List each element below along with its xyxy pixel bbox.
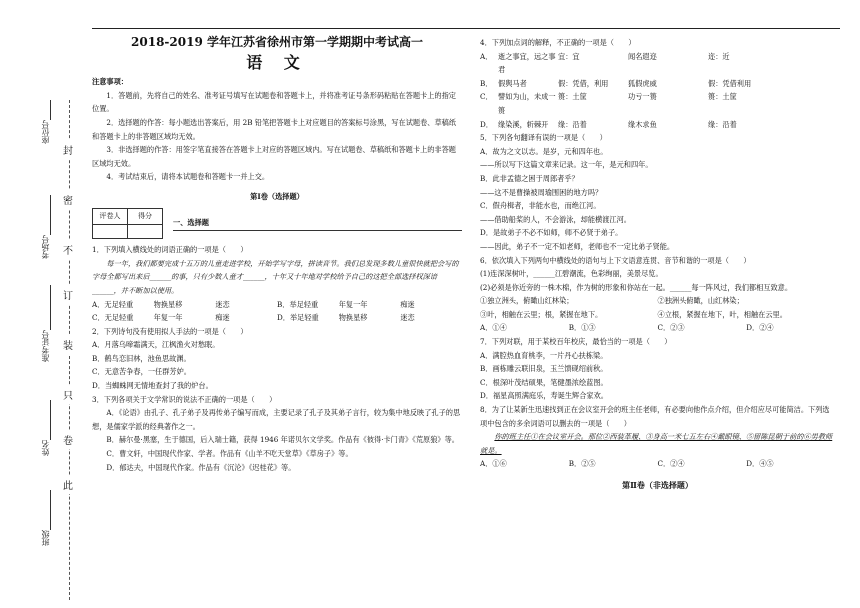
option-phrase: 狐假虎威 bbox=[628, 78, 657, 88]
notice-item: 4．考试结束后，请将本试题卷和答题卡一并上交。 bbox=[106, 172, 270, 182]
score-table bbox=[92, 208, 163, 240]
notice-heading: 注意事项： bbox=[92, 77, 128, 87]
question-6-options bbox=[480, 321, 835, 335]
grader-cell bbox=[93, 225, 128, 239]
option-text: 痴迷 bbox=[215, 313, 230, 323]
question-8-options bbox=[480, 457, 835, 471]
question-3-option: C．曹文轩，中国现代作家、学者。作品有《山羊不吃天堂草》《草房子》等。 bbox=[106, 449, 353, 459]
question-5-line: ——借助船桨的人，不会游泳，却能横渡江河。 bbox=[480, 214, 631, 224]
option-text: B．举足轻重 bbox=[277, 299, 319, 309]
seat-number-line bbox=[50, 100, 51, 120]
option-text: D．④⑤ bbox=[746, 459, 774, 469]
option-letter: A． bbox=[480, 51, 493, 61]
question-4-row bbox=[480, 90, 835, 117]
option-gloss: 宜：宜 bbox=[558, 51, 580, 61]
question-4: 4．下列加点词的解释，不正确的一项是（ ） bbox=[480, 38, 636, 47]
option-gloss: 假：凭借利用 bbox=[708, 78, 752, 88]
notice-item: 3．非选择题的作答：用签字笔直接答在答题卡上对应的答题区域内。写在试题卷、草稿纸和答题卡上的非答题区域均无效。 bbox=[92, 145, 456, 168]
option-text: C．无足轻重 bbox=[92, 313, 134, 323]
question-7-option: A．满腔热血育桃李，一片丹心扶栋梁。 bbox=[480, 350, 608, 360]
question-5-line: A．故为之文以志。是岁，元和四年也。 bbox=[480, 146, 608, 156]
notice-item: 2．选择题的作答：每小题选出答案后，用 2B 铅笔把答题卡上对应题目的答案标号涂黑，写在试题卷、草稿纸和答题卡上的非答题区域均无效。 bbox=[92, 117, 457, 141]
question-1-option-a bbox=[92, 298, 462, 312]
option-text: 物换星移 bbox=[153, 299, 183, 309]
option-phrase: 逝之事宜，远之事君 bbox=[498, 51, 556, 75]
question-1-option-c bbox=[92, 311, 462, 325]
binding-char: 封 bbox=[63, 140, 73, 159]
exam-title: 2018-2019 学年江苏省徐州市第一学期期中考试高一 bbox=[131, 35, 423, 49]
option-text: 迷恋 bbox=[215, 299, 230, 309]
seat-number-label: 座位号 bbox=[41, 120, 50, 144]
question-3-option: A．《论语》由孔子、孔子弟子及再传弟子编写而成，主要记录了孔子及其弟子言行，较为集中地反映了孔子的思想，是儒家学派的经典著作之一。 bbox=[92, 408, 461, 431]
question-6-sentence: (2)必须是你近旁的一株木棉，作为树的形象和你站在一起。______每一阵风过，我们都相互致意。 bbox=[480, 282, 793, 292]
question-6: 6．依次填入下列两句中横线处的语句与上下文语意连贯、音节和谐的一项是（ ） bbox=[480, 255, 751, 265]
question-1-passage: 每一年，我们都要完成十五万的儿童走进学校，开始学写字母，拼读音节。我们总发现多数儿童很快就把会写的字母全都写出来后______的事，只有少数人童才______，十年又十年地对学校给予自己的这把全部选择权深谙______，并不断加以使用。 bbox=[92, 258, 459, 295]
option-text: 年复一年 bbox=[153, 313, 183, 323]
score-box bbox=[92, 208, 462, 240]
admission-number-line bbox=[50, 285, 51, 330]
option-text: D．举足轻重 bbox=[277, 313, 319, 323]
part2-heading: 第Ⅱ卷（非选择题） bbox=[622, 480, 693, 490]
option-text: C．②④ bbox=[657, 459, 685, 469]
score-table-header: 得分 bbox=[128, 208, 163, 225]
option-phrase: 假舆马者 bbox=[498, 78, 527, 88]
option-phrase: 闻名遐迩 bbox=[628, 51, 657, 61]
option-text: B．②⑤ bbox=[568, 459, 596, 469]
question-4-row bbox=[480, 77, 835, 91]
notice-item: 1．答题前，先将自己的姓名、准考证号填写在试题卷和答题卡上，并将准考证号条形码粘贴在答题卡上的指定位置。 bbox=[92, 90, 456, 114]
binding-char: 卷 bbox=[63, 430, 73, 449]
binding-char: 只 bbox=[63, 385, 73, 404]
option-gloss: 迩：近 bbox=[708, 51, 730, 61]
question-2-option: C．无意苦争春，一任群芳妒。 bbox=[92, 367, 191, 377]
question-7-option: D．福星高照满庭乐，寿诞生辉合家欢。 bbox=[480, 391, 608, 401]
question-5-line: ——这不是曹操被周瑜围困的地方吗？ bbox=[480, 187, 603, 197]
binding-char: 订 bbox=[63, 285, 73, 304]
question-5-line: ——所以写下这篇文章来记录。这一年，是元和四年。 bbox=[480, 160, 653, 170]
admission-number-label: 准考证号 bbox=[41, 330, 50, 362]
question-2-option: B．鹤鸟恋旧林，池鱼思故渊。 bbox=[92, 353, 191, 363]
option-text: 迷恋 bbox=[400, 313, 415, 323]
q6-item: ②独洲头俯瞰，山红林染； bbox=[657, 296, 744, 306]
option-letter: B． bbox=[480, 78, 493, 88]
exam-room-line bbox=[50, 195, 51, 235]
option-text: C．②③ bbox=[657, 323, 685, 333]
option-text: 年复一年 bbox=[338, 299, 368, 309]
option-gloss: 篑：土筐 bbox=[558, 92, 587, 102]
question-7-option: B．画栋雕云联旧泉，玉兰馈砚绍前秋。 bbox=[480, 364, 608, 374]
q6-item: ③叶，相触在云里；根，紧握在地下。 bbox=[480, 309, 603, 319]
binding-strip bbox=[14, 100, 84, 600]
question-3-option: B．赫尔曼·黑塞，生于德国，后入瑞士籍，获得 1946 年诺贝尔文学奖。作品有《彼得·卡门青》《荒原狼》等。 bbox=[106, 435, 459, 445]
question-7: 7．下列对联，用于某校百年校庆，最恰当的一项是（ ） bbox=[480, 337, 672, 347]
question-8: 8．为了让某新生迅速找到正在会议室开会的班主任老师，有必要向他作点介绍，但介绍应尽可能简洁。下列选项中包含的多余词语可以删去的一项是（ ） bbox=[480, 405, 830, 428]
option-text: A．无足轻重 bbox=[92, 299, 134, 309]
question-6-sentence: (1)连深深树叶，______江碧潮流，色彩绚丽，美景尽览。 bbox=[480, 269, 663, 279]
question-5-line: ——因此，弟子不一定不如老师，老师也不一定比弟子贤能。 bbox=[480, 241, 675, 251]
option-letter: C． bbox=[480, 92, 493, 102]
option-phrase: 功亏一篑 bbox=[628, 92, 657, 102]
part1-heading: 第Ⅰ卷（选择题） bbox=[250, 191, 304, 201]
question-4-row bbox=[480, 118, 835, 132]
question-3: 3．下列各项关于文学常识的说法不正确的一项是（ ） bbox=[92, 394, 277, 404]
option-gloss: 假：凭借，利用 bbox=[558, 78, 609, 88]
option-gloss: 缘：沿着 bbox=[558, 119, 587, 129]
q6-item: ①独立洲头，俯瞰山红林染； bbox=[480, 296, 574, 306]
question-1: 1．下列填入横线处的词语正确的一项是（ ） bbox=[92, 245, 248, 255]
question-2: 2．下列诗句没有使用拟人手法的一项是（ ） bbox=[92, 326, 248, 336]
question-8-passage: 你的班主任①在会议室开会。那位②西装革履、③身高一米七五左右④戴眼镜、⑤留陈昆朝于前的⑥男教师就是。 bbox=[480, 432, 833, 455]
left-column bbox=[92, 8, 462, 474]
option-text: 物换星移 bbox=[338, 313, 368, 323]
option-gloss: 缘：沿着 bbox=[708, 119, 737, 129]
q6-item: ④立根，紧握在地下，叶，相触在云里。 bbox=[657, 309, 787, 319]
option-phrase: 譬如为山，未成一篑 bbox=[498, 92, 556, 115]
option-phrase: 缘染溪，斩棘开 bbox=[498, 119, 549, 129]
score-cell bbox=[128, 225, 163, 239]
question-6-items bbox=[480, 308, 835, 322]
question-2-option: D．当蜘蛛网无情地查封了我的炉台。 bbox=[92, 381, 213, 391]
question-5: 5．下列各句翻译有误的一项是（ ） bbox=[480, 133, 607, 143]
name-line bbox=[50, 400, 51, 440]
question-4-row bbox=[480, 50, 835, 77]
exam-room-label: 考场号 bbox=[41, 235, 50, 259]
question-2-option: A．月落乌啼霜满天，江枫渔火对愁眠。 bbox=[92, 340, 220, 350]
right-column bbox=[480, 8, 835, 493]
option-text: 痴迷 bbox=[400, 299, 415, 309]
option-letter: D． bbox=[480, 119, 493, 129]
class-line bbox=[50, 490, 51, 530]
option-text: A．①④ bbox=[480, 323, 507, 333]
option-text: A．①⑥ bbox=[480, 459, 507, 469]
question-5-line: B．此非孟德之困于周郎者乎？ bbox=[480, 173, 579, 183]
question-6-items bbox=[480, 294, 835, 308]
subject-title: 语 文 bbox=[246, 52, 308, 72]
question-5-line: D．是故弟子不必不如师，师不必贤于弟子。 bbox=[480, 228, 623, 238]
question-5-line: C．假舟楫者，非能水也，而绝江河。 bbox=[480, 201, 601, 211]
option-text: B．①③ bbox=[568, 323, 596, 333]
option-phrase: 缘木求鱼 bbox=[628, 119, 657, 129]
binding-char: 装 bbox=[63, 335, 73, 354]
question-7-option: C．根深叶茂结硕果，笔健墨浓绘蓝图。 bbox=[480, 377, 608, 387]
score-table-header: 评卷人 bbox=[93, 208, 128, 225]
class-label: 班级 bbox=[41, 530, 50, 546]
question-3-option: D．郁达夫，中国现代作家。作品有《沉沦》《迟桂花》等。 bbox=[106, 462, 296, 472]
section1-heading: 一、选择题 bbox=[173, 216, 462, 231]
option-text: D．②④ bbox=[746, 323, 774, 333]
binding-char: 此 bbox=[63, 475, 73, 494]
binding-char: 不 bbox=[63, 240, 73, 259]
binding-char: 密 bbox=[63, 190, 73, 209]
option-gloss: 篑：土筐 bbox=[708, 92, 737, 102]
name-label: 姓名 bbox=[41, 440, 50, 456]
